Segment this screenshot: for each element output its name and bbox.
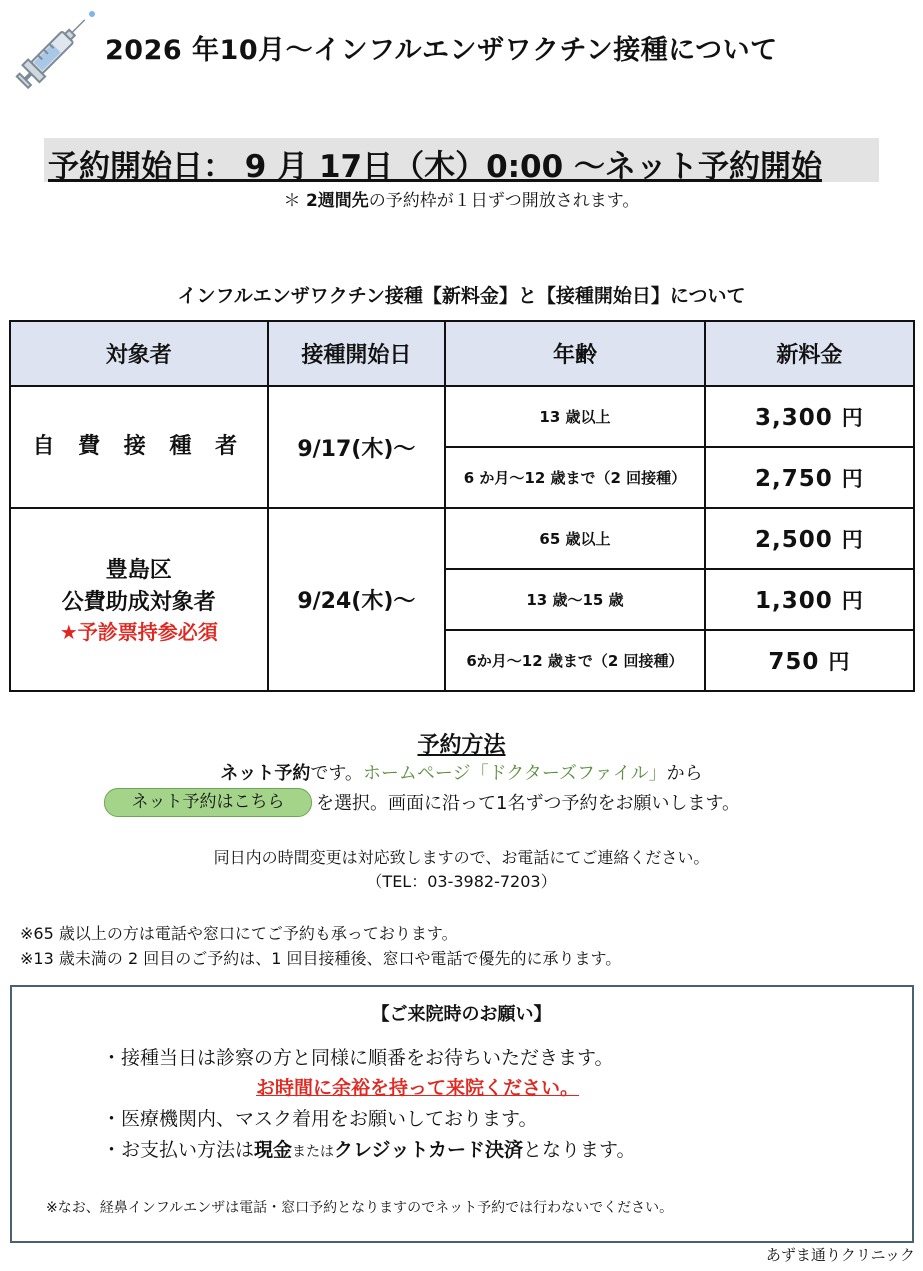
clinic-signature: あずま通りクリニック	[765, 1246, 915, 1264]
notice-item-payment: ・お支払い方法は現金またはクレジットカード決済となります。	[102, 1139, 636, 1161]
age-cell: 6か月～12 歳まで（2 回接種）	[445, 630, 705, 691]
time-change-note: 同日内の時間変更は対応致しますので、お電話にてご連絡ください。	[213, 848, 710, 867]
table-caption: インフルエンザワクチン接種【新料金】と【接種開始日】について	[177, 285, 746, 307]
memo-senior: ※65 歳以上の方は電話や窓口にてご予約も承っております。	[20, 924, 458, 943]
header-age: 年齢	[445, 321, 705, 386]
reservation-start-banner: 予約開始日： 9 月 17日（木）0:00 ～ネット予約開始	[48, 149, 822, 185]
header-target: 対象者	[10, 321, 268, 386]
header-start-date: 接種開始日	[268, 321, 446, 386]
reservation-note: ＊ 2週間先の予約枠が１日ずつ開放されます。	[283, 191, 640, 211]
age-cell: 65 歳以上	[445, 508, 705, 569]
table-row	[10, 508, 914, 569]
page-title: 2026 年10月～インフルエンザワクチン接種について	[105, 35, 778, 66]
start-date-self-pay: 9/17(木)～	[268, 386, 446, 508]
header-new-fee: 新料金	[705, 321, 914, 386]
price-cell: 1,300 円	[705, 569, 914, 630]
age-cell: 6 か月～12 歳まで（2 回接種）	[445, 447, 705, 508]
start-date-public: 9/24(木)～	[268, 508, 446, 691]
category-public-subsidy: 豊島区 公費助成対象者 ★予診票持参必須	[10, 508, 268, 691]
method-line2: を選択。画面に沿って1名ずつ予約をお願いします。	[316, 793, 741, 814]
doctors-file-link[interactable]: ホームページ「ドクターズファイル」	[362, 763, 667, 784]
notice-item-mask: ・医療機関内、マスク着用をお願いしております。	[102, 1108, 538, 1130]
price-cell: 750 円	[705, 630, 914, 691]
notice-title: 【ご来院時のお願い】	[371, 1004, 552, 1025]
table-header-row	[10, 321, 914, 386]
age-cell: 13 歳以上	[445, 386, 705, 447]
price-cell: 2,500 円	[705, 508, 914, 569]
net-reservation-button[interactable]: ネット予約はこちら	[104, 788, 312, 817]
category-self-pay: 自 費 接 種 者	[10, 386, 268, 508]
notice-item-wait: ・接種当日は診察の方と同様に順番をお待ちいただきます。	[102, 1047, 614, 1069]
method-title: 予約方法	[417, 733, 506, 758]
fee-table	[9, 320, 915, 692]
price-cell: 3,300 円	[705, 386, 914, 447]
method-line1: ネット予約です。ホームページ「ドクターズファイル」から	[220, 763, 703, 784]
phone-number: （TEL：03-3982-7203）	[366, 872, 557, 891]
table-row	[10, 386, 914, 447]
age-cell: 13 歳～15 歳	[445, 569, 705, 630]
memo-child: ※13 歳未満の 2 回目のご予約は、1 回目接種後、窓口や電話で優先的に承ります。	[20, 949, 622, 968]
required-note: ★予診票持参必須	[59, 619, 218, 644]
notice-emphasis: お時間に余裕を持って来院ください。	[256, 1077, 580, 1099]
syringe-icon	[10, 8, 100, 94]
nasal-vaccine-note: ※なお、経鼻インフルエンザは電話・窓口予約となりますのでネット予約では行わないでください。	[46, 1200, 674, 1216]
price-cell: 2,750 円	[705, 447, 914, 508]
